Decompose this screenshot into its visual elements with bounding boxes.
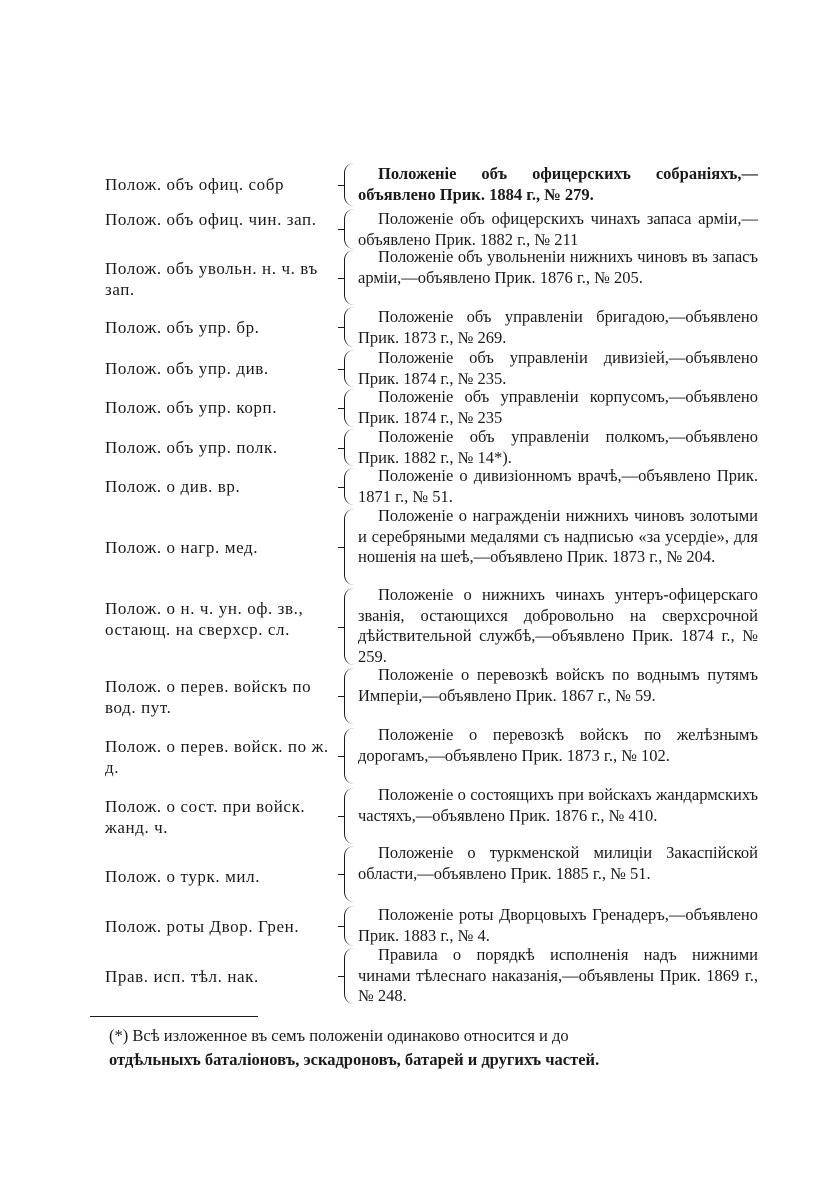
list-item [100,389,780,427]
entry-abbreviation: Полож. роты Двор. Грен. [105,917,300,936]
curly-brace [344,906,357,946]
entry-abbreviation: Полож. о нагр. мед. [105,538,259,557]
entry-abbreviation: Полож. о перев. войскъ по вод. пут. [105,677,312,717]
entry-description: Положеніе о перевозкѣ войскъ по желѣзнымъ дорогамъ,—объявлено Прик. 1873 г., № 102. [358,725,758,765]
footnote-divider [90,1016,258,1017]
entry-abbreviation: Полож. объ офиц. собр [105,175,285,194]
list-item [100,429,780,466]
curly-brace [344,509,357,585]
curly-brace [344,250,357,305]
entry-description: Положеніе объ управленіи дивизіей,—объявлено Прик. 1874 г., № 235. [358,348,758,388]
entry-abbreviation: Полож. о н. ч. ун. оф. зв., остающ. на сверхср. сл. [105,599,304,639]
entry-abbreviation: Прав. исп. тѣл. нак. [105,967,259,986]
entry-abbreviation: Полож. о сост. при войск. жанд. ч. [105,797,306,837]
entry-abbreviation: Полож. объ упр. корп. [105,398,278,417]
list-item [100,307,780,347]
curly-brace [344,350,357,387]
list-item [100,247,780,305]
entry-description: Положеніе о дивизіонномъ врачѣ,—объявлено Прик. 1871 г., № 51. [358,466,758,506]
list-item [100,468,780,505]
entry-description: Положеніе о туркменской милиціи Закаспійской области,—объявлено Прик. 1885 г., № 51. [358,843,758,883]
footnote-line: (*) Всѣ изложенное въ семъ положеніи одинаково относится и до [109,1026,569,1045]
curly-brace [344,209,357,249]
curly-brace [344,163,357,206]
curly-brace [344,668,357,724]
entry-description: Положеніе о нижнихъ чинахъ унтеръ-офицерскаго званія, остающихся добровольно на сверхсрочной дѣйствительной службѣ,—объявлено Прик. 1874 г., № 259. [358,585,758,666]
entry-description: Положеніе роты Дворцовыхъ Гренадеръ,—объявлено Прик. 1883 г., № 4. [358,905,758,945]
curly-brace [344,389,357,427]
list-item [100,506,780,585]
curly-brace [344,468,357,505]
footnote [105,1024,755,1072]
list-item [100,350,780,387]
entry-abbreviation: Полож. о див. вр. [105,477,241,496]
list-item [100,785,780,844]
list-item [100,209,780,249]
list-item [100,585,780,666]
entry-abbreviation: Полож. объ упр. див. [105,359,269,378]
list-item [100,945,780,1005]
entry-description: Положеніе объ офицерскихъ чинахъ запаса арміи,—объявлено Прик. 1882 г., № 211 [358,209,758,249]
entry-description: Положеніе объ управленіи корпусомъ,—объявлено Прик. 1874 г., № 235 [358,387,758,427]
entry-abbreviation: Полож. объ увольн. н. ч. въ зап. [105,259,318,299]
curly-brace [344,588,357,665]
entry-description: Положеніе объ управленіи бригадою,—объявлено Прик. 1873 г., № 269. [358,307,758,347]
curly-brace [344,429,357,466]
list-item [100,665,780,724]
list-item [100,843,780,902]
entry-description: Положеніе о перевозкѣ войскъ по воднымъ путямъ Имперіи,—объявлено Прик. 1867 г., № 59. [358,665,758,705]
entry-abbreviation: Полож. о турк. мил. [105,867,261,886]
entry-description: Положеніе объ увольненіи нижнихъ чиновъ въ запасъ арміи,—объявлено Прик. 1876 г., № 205. [358,247,758,287]
curly-brace [344,788,357,844]
entry-abbreviation: Полож. объ упр. полк. [105,438,278,457]
list-item [100,163,780,206]
list-item [100,725,780,784]
entry-description: Положеніе о состоящихъ при войскахъ жандармскихъ частяхъ,—объявлено Прик. 1876 г., № 410. [358,785,758,825]
list-item [100,906,780,946]
curly-brace [344,728,357,784]
entry-description: Правила о порядкѣ исполненія надъ нижними чинами тѣлеснаго наказанія,—объявлены Прик. 1869 г., № 248. [358,945,758,1005]
entry-description: Положеніе объ управленіи полкомъ,—объявлено Прик. 1882 г., № 14*). [358,427,758,467]
entry-abbreviation: Полож. объ офиц. чин. зап. [105,210,317,229]
curly-brace [344,846,357,902]
entry-abbreviation: Полож. объ упр. бр. [105,318,260,337]
entry-description: Положеніе о награжденіи нижнихъ чиновъ золотыми и серебряными медалями съ надписью «за усердіе», для ношенія на шеѣ,—объявлено Прик. 1873 г., № 204. [358,506,758,566]
curly-brace [344,307,357,347]
entry-description: Положеніе объ офицерскихъ собраніяхъ,—объявлено Прик. 1884 г., № 279. [358,164,758,204]
curly-brace [344,948,357,1004]
entry-abbreviation: Полож. о перев. войск. по ж. д. [105,737,329,777]
footnote-line: отдѣльныхъ баталіоновъ, эскадроновъ, батарей и другихъ частей. [109,1050,600,1069]
